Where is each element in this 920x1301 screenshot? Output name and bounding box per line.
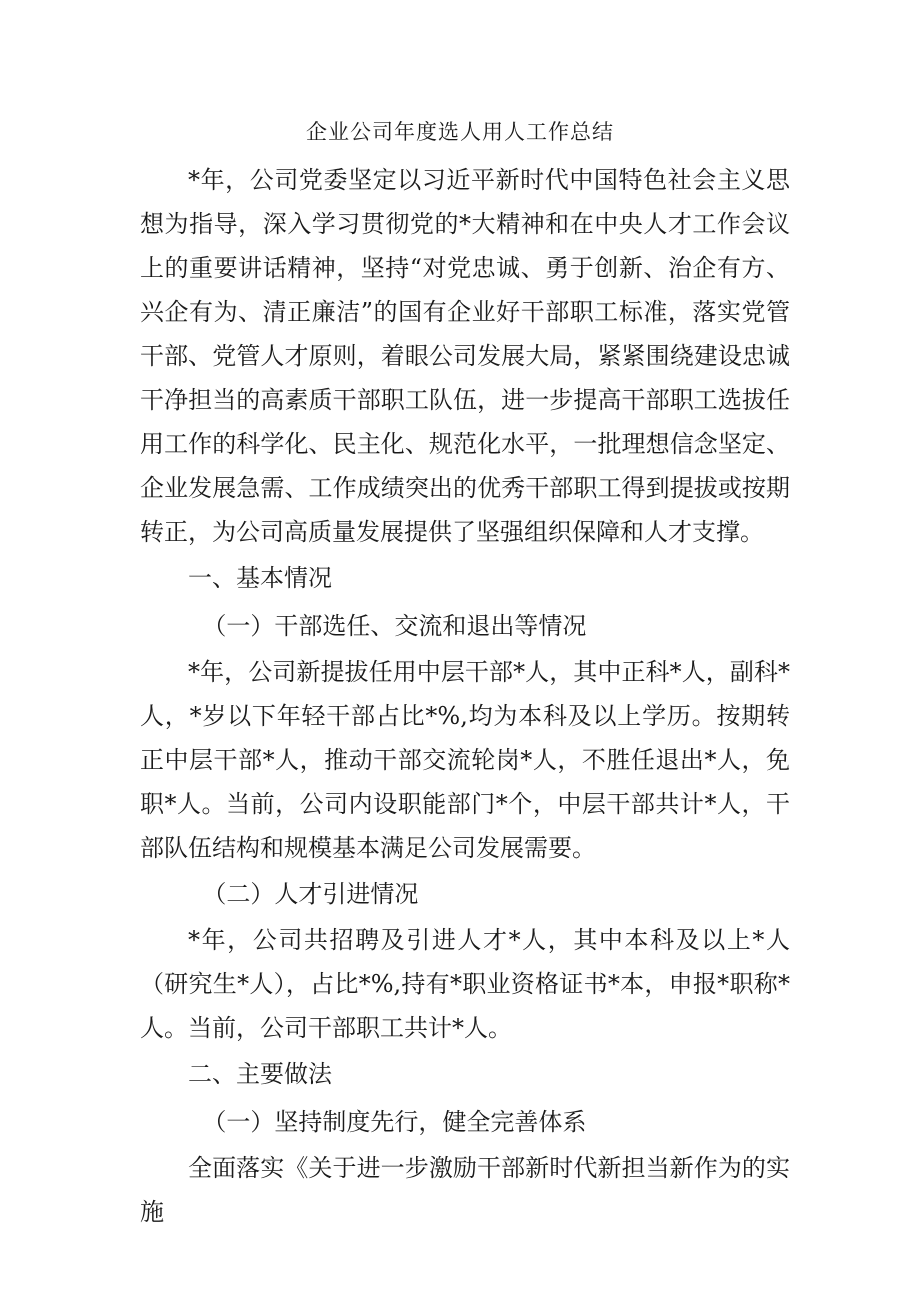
- document-title: 企业公司年度选人用人工作总结: [306, 120, 614, 144]
- subheading-cadre-selection: （一）干部选任、交流和退出等情况: [202, 612, 587, 640]
- subheading-system-first: （一）坚持制度先行，健全完善体系: [202, 1108, 587, 1136]
- cadre-selection-paragraph: *年，公司新提拔任用中层干部*人，其中正科*人，副科*人，*岁以下年轻干部占比*%,均为本科及以上学历。按期转正中层干部*人，推动干部交流轮岗*人，不胜任退出*人，免职*人。当前，公司内设职能部门*个，中层干部共计*人，干部队伍结构和规模基本满足公司发展需要。: [140, 658, 790, 862]
- section-heading-main-practices: 二、主要做法: [188, 1060, 332, 1088]
- talent-introduction-paragraph: *年，公司共招聘及引进人才*人，其中本科及以上*人（研究生*人），占比*%,持有*职业资格证书*本，申报*职称*人。当前，公司干部职工共计*人。: [140, 926, 790, 1042]
- system-first-paragraph: 全面落实《关于进一步激励干部新时代新担当新作为的实施: [140, 1154, 790, 1226]
- subheading-talent-introduction: （二）人才引进情况: [202, 880, 419, 908]
- intro-paragraph: *年，公司党委坚定以习近平新时代中国特色社会主义思想为指导，深入学习贯彻党的*大精神和在中央人才工作会议上的重要讲话精神，坚持“对党忠诚、勇于创新、治企有方、兴企有为、清正廉洁”的国有企业好干部职工标准，落实党管干部、党管人才原则，着眼公司发展大局，紧紧围绕建设忠诚干净担当的高素质干部职工队伍，进一步提高干部职工选拔任用工作的科学化、民主化、规范化水平，一批理想信念坚定、企业发展急需、工作成绩突出的优秀干部职工得到提拔或按期转正，为公司高质量发展提供了坚强组织保障和人才支撑。: [140, 166, 790, 546]
- section-heading-basic-situation: 一、基本情况: [188, 564, 332, 592]
- document-body: [140, 158, 790, 1234]
